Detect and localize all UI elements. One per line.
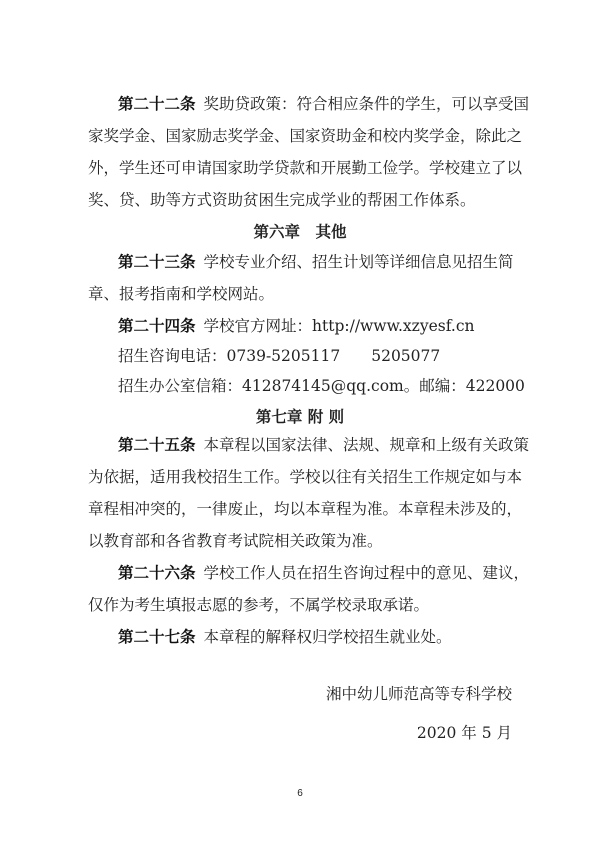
article-26	[118, 563, 530, 583]
article-24	[118, 316, 512, 336]
article-label: 第二十四条	[118, 317, 196, 335]
school-signature: 湘中幼儿师范高等专科学校	[325, 685, 512, 703]
text-line: 外，学生还可申请国家助学贷款和开展勤工俭学。学校建立了以	[88, 159, 523, 177]
email-line: 招生办公室信箱：412874145@qq.com。邮编：422000	[118, 377, 525, 395]
text-line: 本章程以国家法律、法规、规章和上级有关政策	[203, 436, 530, 454]
chapter-heading: 第七章 附 则	[255, 408, 345, 426]
text-line: 家奖学金、国家励志奖学金、国家资助金和校内奖学金，除此之	[88, 127, 523, 145]
article-label: 第二十六条	[118, 564, 196, 582]
text-line: 学校工作人员在招生咨询过程中的意见、建议，	[203, 564, 530, 582]
text-line: 章、报考指南和学校网站。	[88, 285, 275, 303]
text-line: 学校专业介绍、招生计划等详细信息见招生简	[203, 253, 514, 271]
text-line: 仅作为考生填报志愿的参考，不属学校录取承诺。	[88, 596, 430, 614]
article-label: 第二十五条	[118, 436, 196, 454]
text-line: 为依据，适用我校招生工作。学校以往有关招生工作规定如与本	[88, 468, 523, 486]
text-line: 奖助贷政策：符合相应条件的学生，可以享受国	[203, 95, 530, 113]
page-number: 6	[297, 788, 303, 799]
website-url: 学校官方网址：http://www.xzyesf.cn	[203, 317, 475, 335]
article-25	[118, 435, 530, 455]
phone-line: 招生咨询电话：0739-5205117 5205077	[118, 347, 441, 365]
text-line: 奖、贷、助等方式资助贫困生完成学业的帮困工作体系。	[88, 191, 476, 209]
text-line: 本章程的解释权归学校招生就业处。	[203, 628, 452, 646]
article-23	[118, 252, 512, 272]
article-22	[118, 94, 530, 114]
chapter-heading: 第六章 其他	[253, 223, 347, 241]
article-label: 第二十三条	[118, 253, 196, 271]
text-line: 章程相冲突的，一律废止，均以本章程为准。本章程未涉及的，	[88, 500, 523, 518]
article-label: 第二十二条	[118, 95, 196, 113]
text-line: 以教育部和各省教育考试院相关政策为准。	[88, 532, 383, 550]
article-27	[118, 627, 512, 647]
article-label: 第二十七条	[118, 628, 196, 646]
signature-date: 2020 年 5 月	[416, 724, 512, 742]
